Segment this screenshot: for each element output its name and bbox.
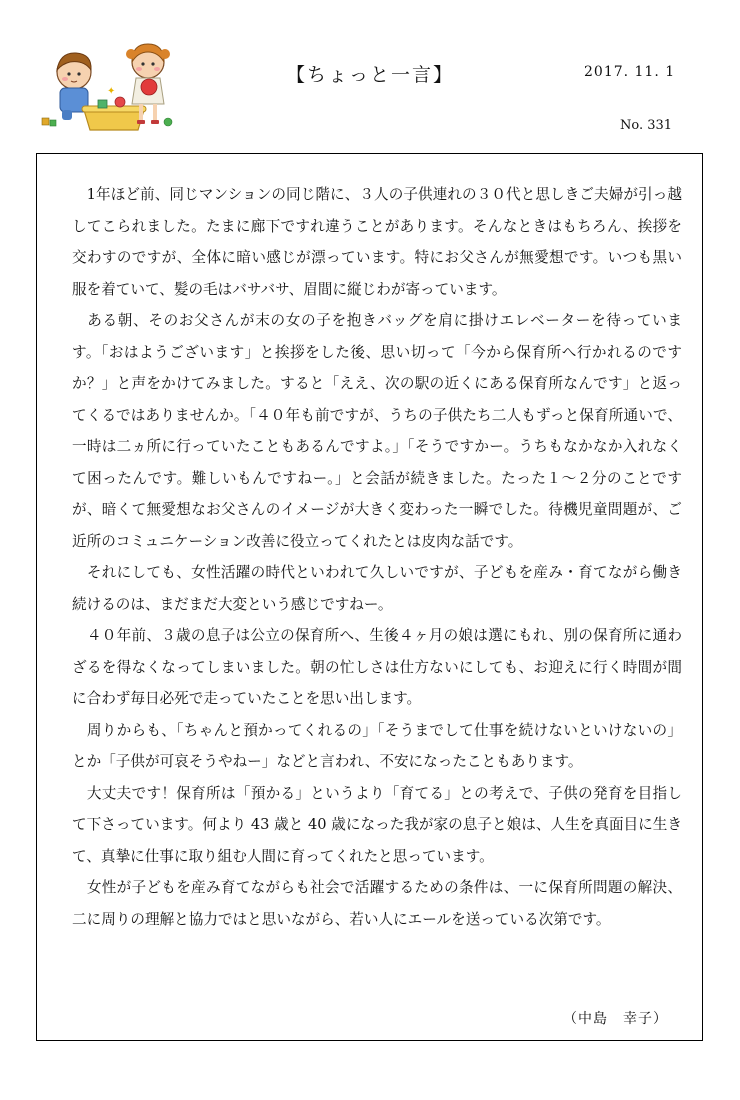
paragraph: 1年ほど前、同じマンションの同じ階に、３人の子供連れの３０代と思しきご夫婦が引っ越してこられました。たまに廊下ですれ違うことがあります。そんなときはもちろん、挨拶を交わすのですが、全体に暗い感じが漂っています。特にお父さんが無愛想です。いつも黒い服を着ていて、髪の毛はバサバサ、眉間に縦じわが寄っています。 [72, 186, 682, 298]
paragraph: ４０年前、３歳の息子は公立の保育所へ、生後４ヶ月の娘は選にもれ、別の保育所に通わざるを得なくなってしまいました。朝の忙しさは仕方ないにしても、お迎えに行く時間が間に合わず毎日必死で走っていたことを思い出します。 [72, 627, 682, 707]
svg-text:✦: ✦ [107, 86, 116, 97]
page-title: 【ちょっと一言】 [285, 64, 454, 86]
paragraph: 周りからも、「ちゃんと預かってくれるの」「そうまでして仕事を続けないといけないの」とか「子供が可哀そうやねー」などと言われ、不安になったこともあります。 [72, 721, 682, 770]
paragraph: 女性が子どもを産み育てながらも社会で活躍するための条件は、一に保育所問題の解決、二に周りの理解と協力ではと思いながら、若い人にエールを送っている次第です。 [72, 879, 682, 928]
issue-number: No. 331 [620, 118, 673, 133]
author-signature: （中島 幸子） [563, 1011, 668, 1027]
issue-date: 2017. 11. 1 [584, 64, 676, 80]
paragraph: ある朝、そのお父さんが末の女の子を抱きバッグを肩に掛けエレベーターを待っています。「おはようございます」と挨拶をした後、思い切って「今から保育所へ行かれるのですか？」と声をかけてみました。すると「ええ、次の駅の近くにある保育所なんです」と返ってくるではありませんか。「４０年も前ですが、うちの子供たち二人もずっと保育所通いで、一時は二ヵ所に行っていたこともあるんですよ。」「そうですかー。うちもなかなか入れなくて困ったんです。難しいもんですねー。」と会話が続きました。たった１～２分のことですが、暗くて無愛想なお父さんのイメージが大きく変わった一瞬でした。待機児童問題が、ご近所のコミュニケーション改善に役立ってくれたとは皮肉な話です。 [72, 312, 682, 550]
paragraph: 大丈夫です！保育所は「預かる」というより「育てる」との考えで、子供の発育を目指して下さっています。何より 43 歳と 40 歳になった我が家の息子と娘は、人生を真面目に生きて、真摯に仕事に取り組む人間に育ってくれたと思っています。 [72, 784, 682, 865]
article-body [72, 179, 682, 935]
paragraph: それにしても、女性活躍の時代といわれて久しいですが、子どもを産み・育てながら働き続けるのは、まだまだ大変という感じですねー。 [72, 564, 682, 613]
